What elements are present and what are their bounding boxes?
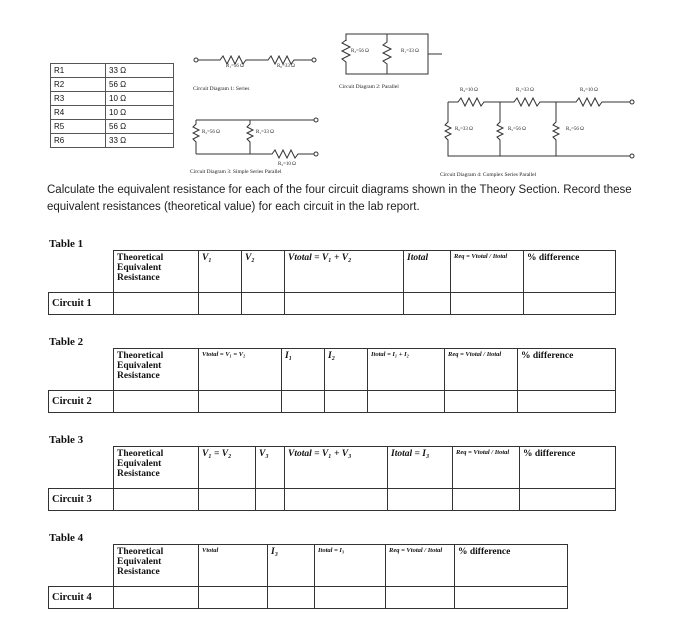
- circuit-diagram-3: [192, 110, 322, 172]
- d2-label-r1: R₁=33 Ω: [401, 49, 419, 54]
- table-2-label: Table 2: [49, 336, 84, 348]
- d4-label-r1: R₁=33 Ω: [516, 88, 534, 93]
- d3-label-r3: R₃=10 Ω: [278, 162, 296, 167]
- d4-label-r6: R₆=33 Ω: [455, 127, 473, 132]
- table-row: R2 56 Ω: [51, 78, 174, 92]
- table-row: Circuit 1: [49, 293, 616, 315]
- table-header-row: Theoretical Equivalent Resistance Vtotal I₃ Itotal = I₃ Req = Vtotal / Itotal % difference: [49, 545, 568, 587]
- resistor-values-table: [50, 63, 174, 148]
- circuit-diagram-2: [338, 26, 446, 82]
- d2-label-r2: R₂=56 Ω: [351, 49, 369, 54]
- d3-label-r2: R₂=56 Ω: [202, 130, 220, 135]
- d4-label-r4: R₄=10 Ω: [460, 88, 478, 93]
- instructions-text: Calculate the equivalent resistance for each of the four circuit diagrams shown in the Theory Section. Record these equivalent resistances (theoretical value) for each circuit in the lab report.: [47, 184, 632, 213]
- table-header-row: Theoretical Equivalent Resistance V₁ V₂ Vtotal = V₁ + V₂ Itotal Req = Vtotal / Itotal % difference: [49, 251, 616, 293]
- table-3: [48, 446, 616, 511]
- d4-label-r2: R₂=56 Ω: [566, 127, 584, 132]
- d3-caption: Circuit Diagram 3: Simple Series Parallel: [190, 169, 282, 175]
- circuit-diagram-1: [190, 48, 320, 70]
- table-row: Circuit 3: [49, 489, 616, 511]
- table-row: R6 33 Ω: [51, 134, 174, 148]
- d3-label-r1: R₁=33 Ω: [256, 130, 274, 135]
- table-row: Circuit 2: [49, 391, 616, 413]
- table-4-label: Table 4: [49, 532, 84, 544]
- circuit-diagram-4: [444, 92, 662, 164]
- table-4: [48, 544, 568, 609]
- table-2: [48, 348, 616, 413]
- table-header-row: Theoretical Equivalent Resistance Vtotal = V₁ = V₂ I₁ I₂ Itotal = I₁ + I₂ Req = Vtotal / Itotal % difference: [49, 349, 616, 391]
- d2-caption: Circuit Diagram 2: Parallel: [339, 84, 399, 90]
- table-header-row: Theoretical Equivalent Resistance V₁ = V₂ V₃ Vtotal = V₁ + V₃ Itotal = I₃ Req = Vtotal / Itotal % difference: [49, 447, 616, 489]
- table-row: R1 33 Ω: [51, 64, 174, 78]
- d1-label-r6: R₆=33 Ω: [277, 64, 295, 69]
- d1-label-r1: R₁=56 Ω: [226, 64, 244, 69]
- d1-caption: Circuit Diagram 1: Series: [193, 86, 250, 92]
- d4-label-r3: R₃=10 Ω: [580, 88, 598, 93]
- table-row: Circuit 4: [49, 587, 568, 609]
- table-row: R5 56 Ω: [51, 120, 174, 134]
- table-1-label: Table 1: [49, 238, 84, 250]
- d4-label-r5: R₅=56 Ω: [508, 127, 526, 132]
- table-1: [48, 250, 616, 315]
- table-row: R4 10 Ω: [51, 106, 174, 120]
- d4-caption: Circuit Diagram 4: Complex Series Parallel: [440, 172, 537, 178]
- table-row: R3 10 Ω: [51, 92, 174, 106]
- table-3-label: Table 3: [49, 434, 84, 446]
